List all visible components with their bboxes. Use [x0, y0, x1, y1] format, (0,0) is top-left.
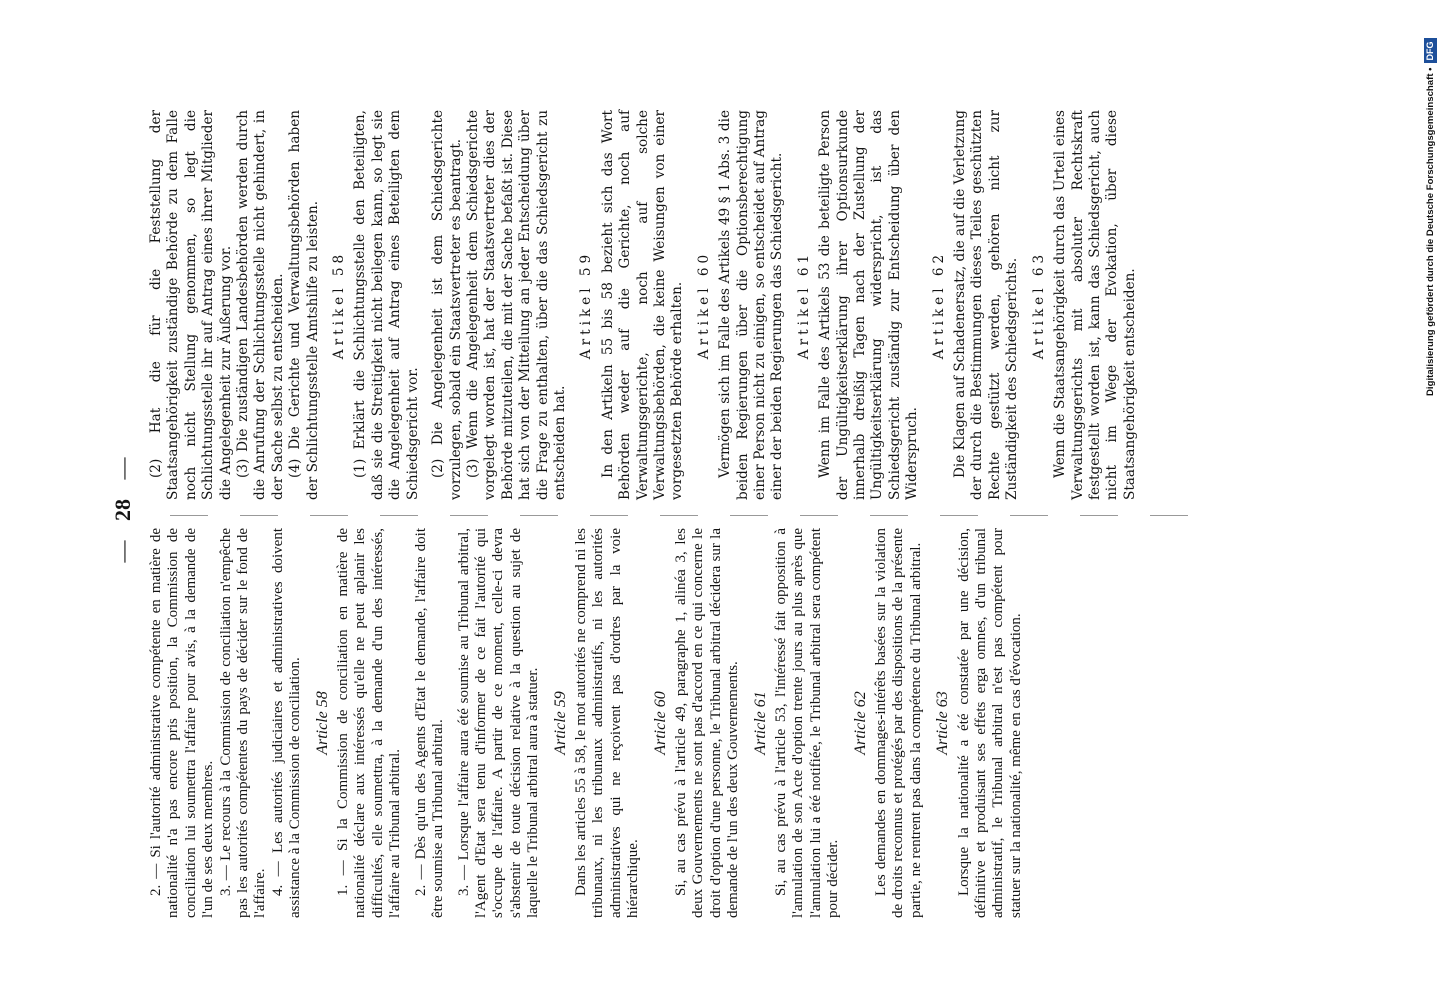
paragraph: (3) Wenn die Angelegenheit dem Schiedsgerichte vorgelegt worden ist, hat der Staatsvertreter dies der Behörde mitzuteilen, die mit der Sache befaßt ist. Diese hat sich von der Mitteilung an jeder Entscheidung über die Frage zu enthalten, über die das Schiedsgericht zu entscheiden hat. [464, 110, 568, 500]
article-heading: Artikel 58 [331, 250, 348, 360]
article-heading: Article 58 [313, 691, 331, 755]
paragraph: (1) Erklärt die Schlichtungsstelle den Beteiligten, daß sie die Streitigkeit nicht beilegen kann, so legt sie die Angelegenheit auf Antrag eines Beteiligten dem Schiedsgericht vor. [352, 110, 421, 500]
article-heading: Artikel 60 [695, 250, 712, 360]
paragraph: 4. — Les autorités judiciaires et administratives doivent assistance à la Commission de conciliation. [269, 528, 304, 918]
paragraph: (3) Die zuständigen Landesbehörden werden durch die Anrufung der Schlichtungsstelle nicht gehindert, in der Sache selbst zu entscheiden. [235, 110, 286, 500]
article-heading: Article 61 [751, 691, 769, 755]
paragraph: (2) Die Angelegenheit ist dem Schiedsgerichte vorzulegen, sobald ein Staatsvertreter es beantragt. [430, 110, 464, 500]
digitization-credit [1418, 8, 1442, 998]
article-heading: Article 63 [934, 691, 952, 755]
paragraph: 2. — Si l'autorité administrative compétente en matière de nationalité n'a pas encore pris position, la Commission de conciliation lui soumettra l'affaire pour avis, à la demande de l'un de ses deux membres. [148, 528, 217, 918]
paragraph: Vermögen sich im Falle des Artikels 49 § 1 Abs. 3 die beiden Regierungen über die Optionsberechtigung einer Person nicht zu einigen, so entscheidet auf Antrag einer der beiden Regierungen das Schiedsgericht. [717, 110, 786, 500]
article-heading: Article 59 [551, 691, 569, 755]
article-heading: Artikel 62 [930, 250, 947, 360]
paragraph: Si, au cas prévu à l'article 49, paragraphe 1, alinéa 3, les deux Gouvernements ne sont pas d'accord en ce qui concerne le droit d'option d'une personne, le Tribunal arbitral décidera sur la demande de l'un des deux Gouvernements. [672, 528, 742, 918]
article-heading: Article 62 [851, 691, 869, 755]
paragraph: 1. — Si la Commission de conciliation en matière de nationalité déclare aux intéressés qu'elle ne peut aplanir les difficultés, elle soumettra, à la demande d'un des intéressés, l'affaire au Tribunal arbitral. [335, 528, 404, 918]
french-column [148, 528, 1025, 918]
column-divider [170, 515, 1210, 516]
credit-text: Digitalisierung gefördert durch die Deutsche Forschungsgemeinschaft • [1425, 67, 1436, 396]
page-number: 28 [110, 499, 135, 521]
article-heading: Artikel 59 [578, 250, 595, 360]
rotated-document-page [110, 80, 1270, 940]
paragraph: Lorsque la nationalité a été constatée par une décision, définitive et produisant ses effets erga omnes, d'un tribunal administratif, le Tribunal arbitral n'est pas compétent pour statuer sur la nationalité, même en cas d'évocation. [955, 528, 1024, 918]
article-heading: Artikel 63 [1030, 250, 1047, 360]
page-number-dash: — [110, 457, 135, 480]
paragraph: (4) Die Gerichte und Verwaltungsbehörden haben der Schlichtungsstelle Amtshilfe zu leisten. [287, 110, 321, 500]
paragraph: 2. — Dès qu'un des Agents d'Etat le demande, l'affaire doit être soumise au Tribunal arbitral. [412, 528, 447, 918]
paragraph: In den Artikeln 55 bis 58 bezieht sich das Wort Behörden weder auf die Gerichte, noch auf Verwaltungsgerichte, noch auf solche Verwaltungsbehörden, die keine Weisungen von einer vorgesetzten Behörde erhalten. [599, 110, 686, 500]
dfg-logo: DFG [1424, 38, 1437, 63]
german-column [148, 110, 1139, 500]
article-heading: Article 60 [651, 691, 669, 755]
paragraph: (2) Hat die für die Feststellung der Staatsangehörigkeit zuständige Behörde zu dem Falle noch nicht Stellung genommen, so legt die Schlichtungsstelle ihr auf Antrag eines ihrer Mitglieder die Angelegenheit zur Äußerung vor. [148, 110, 234, 500]
paragraph: Dans les articles 55 à 58, le mot autorités ne comprend ni les tribunaux, ni les tribunaux administratifs, ni les autorités administratives qui ne reçoivent pas d'ordres par la voie hiérarchique. [572, 528, 642, 918]
page-number-dash: — [110, 540, 135, 563]
paragraph: Die Klagen auf Schadenersatz, die auf die Verletzung der durch die Bestimmungen dieses Teiles geschützten Rechte gestützt werden, gehören nicht zur Zuständigkeit des Schiedsgerichts. [952, 110, 1021, 500]
paragraph: 3. — Lorsque l'affaire aura été soumise au Tribunal arbitral, l'Agent d'Etat sera tenu d'informer de ce fait l'autorité qui s'occupe de l'affaire. A partir de ce moment, celle-ci devra s'abstenir de toute décision relative à la question au sujet de laquelle le Tribunal arbitral aura à statuer. [455, 528, 542, 918]
article-heading: Artikel 61 [795, 250, 812, 360]
paragraph: Wenn im Falle des Artikels 53 die beteiligte Person der Ungültigkeitserklärung ihrer Optionsurkunde innerhalb dreißig Tagen nach der Zustellung der Ungültigkeitserklärung widerspricht, ist das Schiedsgericht zuständig zur Entscheidung über den Widerspruch. [817, 110, 921, 500]
paragraph: Les demandes en dommages-intérêts basées sur la violation de droits reconnus et protégés par des dispositions de la présente partie, ne rentrent pas dans la compétence du Tribunal arbitral. [873, 528, 924, 918]
paragraph: 3. — Le recours à la Commission de conciliation n'empêche pas les autorités compétentes du pays de décider sur le fond de l'affaire. [217, 528, 269, 918]
paragraph: Wenn die Staatsangehörigkeit durch das Urteil eines Verwaltungsgerichts mit absoluter Rechtskraft festgestellt worden ist, kann das Schiedsgericht, auch nicht im Wege der Evokation, über diese Staatsangehörigkeit entscheiden. [1052, 110, 1138, 500]
paragraph: Si, au cas prévu à l'article 53, l'intéressé fait opposition à l'annulation de son Acte d'option trente jours au plus après que l'annulation lui a été notifiée, le Tribunal arbitral sera compétent pour décider. [773, 528, 842, 918]
page-number-line [110, 80, 144, 940]
